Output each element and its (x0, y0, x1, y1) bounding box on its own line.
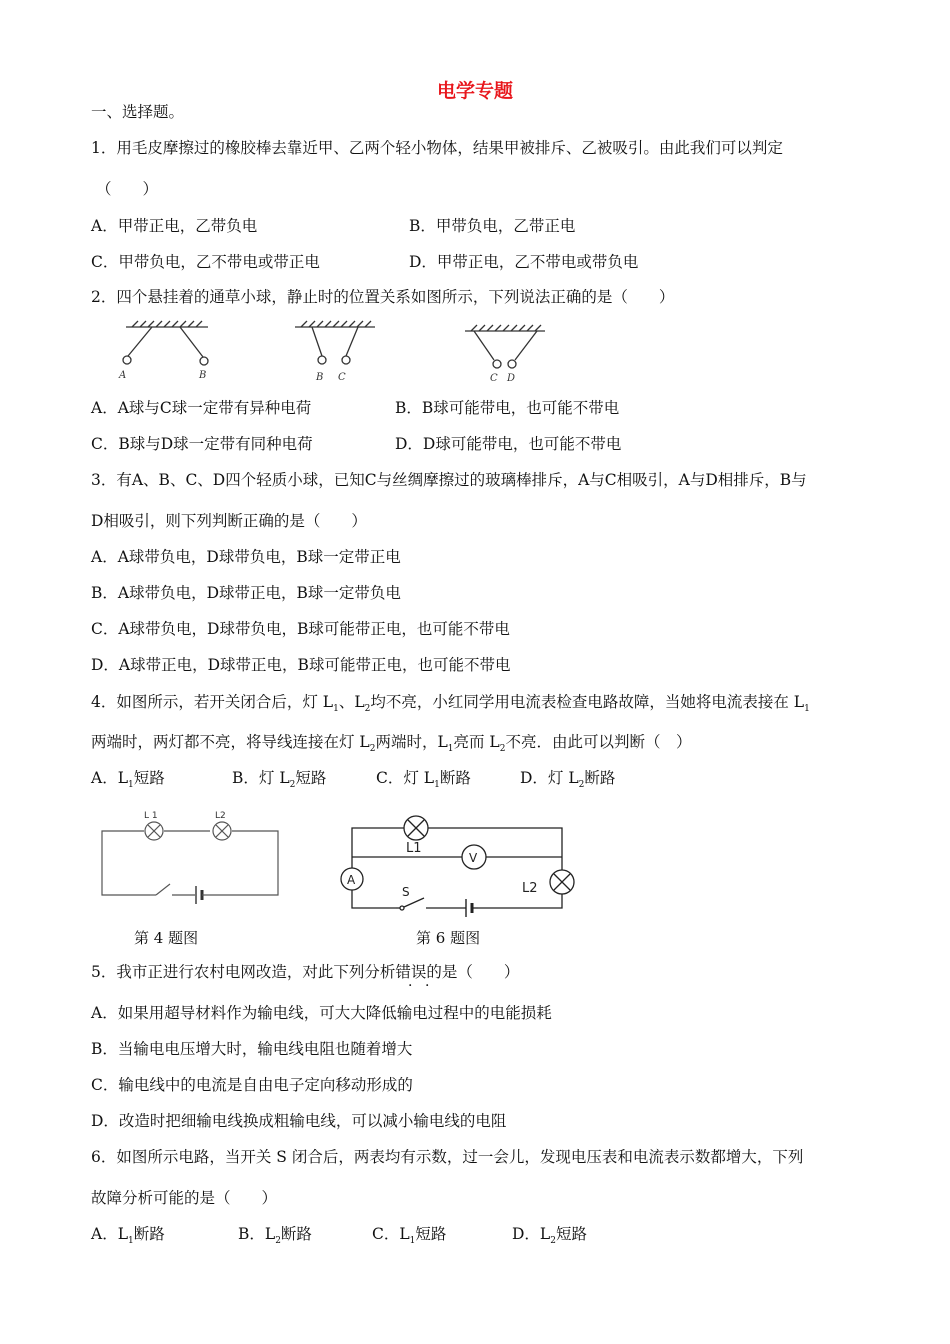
q6-option-a: A．$L_1$断路 (91, 1225, 165, 1247)
q5-option-a: A．如果用超导材料作为输电线，可大大降低输电过程中的电能损耗 (91, 1004, 552, 1022)
q2-option-b: B．B球可能带电，也可能不带电 (395, 399, 620, 417)
q4-stem2-text: 亮而 L (453, 733, 500, 751)
q6-option-b: B．$L_2$断路 (238, 1225, 312, 1247)
q1-paren: （ ） (96, 180, 159, 198)
q2-label-b: B (199, 370, 207, 381)
fig4-label-l1: L 1 (144, 811, 158, 821)
q5-option-b: B．当输电电压增大时，输电线电阻也随着增大 (91, 1040, 413, 1058)
q2-label-d: D (507, 373, 516, 384)
q4-stem1-text: 均不亮，小红同学用电流表检查电路故障，当她将电流表接在 L (370, 693, 805, 711)
q6-option-d: D．$L_2$短路 (512, 1225, 587, 1247)
fig6-voltmeter-label: V (469, 851, 478, 865)
fig6-caption: 第 6 题图 (416, 929, 481, 947)
q2-stem: 2．四个悬挂着的通草小球，静止时的位置关系如图所示，下列说法正确的是（ ） (91, 288, 675, 306)
q3-option-c: C．A球带负电，D球带负电，B球可能带正电，也可能不带电 (91, 620, 510, 638)
q2-figure (110, 318, 570, 386)
q4-stem2-text: 不亮．由此可以判断（ ） (505, 733, 692, 751)
q1-option-d: D．甲带正电，乙不带电或带负电 (409, 253, 639, 271)
q3-option-a: A．A球带负电，D球带负电，B球一定带正电 (91, 548, 401, 566)
subscript: 1 (804, 704, 810, 715)
q2-option-a: A．A球与C球一定带有异种电荷 (91, 399, 312, 417)
q6-stem-line2: 故障分析可能的是（ ） (91, 1189, 278, 1207)
fig4-label-l2: L2 (215, 811, 226, 821)
fig6-switch-label: S (402, 885, 410, 899)
q4-option-a: A．$L_1$短路 (91, 769, 165, 791)
q3-option-b: B．A球带负电，D球带正电，B球一定带负电 (91, 584, 401, 602)
q1-option-b: B．甲带负电，乙带正电 (409, 217, 576, 235)
page-title: 电学专题 (436, 80, 513, 102)
q3-option-d: D．A球带正电，D球带正电，B球可能带正电，也可能不带电 (91, 656, 511, 674)
q4-option-d: D．灯 $L_2$断路 (520, 769, 616, 791)
fig4-caption: 第 4 题图 (134, 929, 199, 947)
fig6-label-l1: L1 (406, 841, 422, 856)
q3-stem-line1: 3．有A、B、C、D四个轻质小球，已知C与丝绸摩擦过的玻璃棒排斥，A与C相吸引，A与D相排斥，B与 (91, 471, 807, 489)
q4-option-b: B．灯 $L_2$短路 (232, 769, 327, 791)
q1-stem: 1．用毛皮摩擦过的橡胶棒去靠近甲、乙两个轻小物体，结果甲被排斥、乙被吸引。由此我们可以判定 (91, 139, 783, 157)
q5-stem: 5．我市正进行农村电网改造，对此下列分析错误的是（ ） (91, 963, 520, 981)
q2-option-d: D．D球可能带电，也可能不带电 (395, 435, 622, 453)
q4-stem-line1 (91, 692, 810, 719)
fig4-circuit (98, 808, 288, 898)
q6-option-c: C．$L_1$短路 (372, 1225, 447, 1247)
emphasis-dot: · (425, 978, 430, 994)
q4-stem2-text: 两端时，两灯都不亮，将导线连接在灯 L (91, 733, 370, 751)
emphasis-dot: · (408, 978, 413, 994)
q4-stem1-text: 、L (338, 693, 365, 711)
q4-stem-line2 (91, 732, 691, 759)
fig6-label-l2: L2 (522, 881, 538, 896)
fig6-ammeter-label: A (347, 873, 356, 887)
q5-option-c: C．输电线中的电流是自由电子定向移动形成的 (91, 1076, 413, 1094)
q5-option-d: D．改造时把细输电线换成粗输电线，可以减小输电线的电阻 (91, 1112, 507, 1130)
q2-label-b2: B (316, 372, 324, 383)
q6-stem-line1: 6．如图所示电路，当开关 S 闭合后，两表均有示数，过一会儿，发现电压表和电流表示数都增大，下列 (91, 1148, 804, 1166)
q2-label-a: A (119, 370, 127, 381)
subscript: 1 (447, 744, 454, 755)
subscript: 2 (364, 704, 371, 715)
q2-label-c2: C (490, 373, 498, 384)
q1-option-c: C．甲带负电，乙不带电或带正电 (91, 253, 320, 271)
q1-option-a: A．甲带正电，乙带负电 (91, 217, 258, 235)
subscript: 2 (499, 744, 506, 755)
q3-stem-line2: D相吸引，则下列判断正确的是（ ） (91, 512, 367, 530)
subscript: 1 (333, 704, 339, 715)
fig6-circuit (336, 812, 586, 914)
section-heading: 一、选择题。 (91, 103, 185, 121)
subscript: 2 (369, 744, 376, 755)
q4-stem1-text: 4．如图所示，若开关闭合后，灯 L (91, 693, 334, 711)
q2-label-c: C (338, 372, 346, 383)
q4-stem2-text: 两端时，L (375, 733, 448, 751)
q2-option-c: C．B球与D球一定带有同种电荷 (91, 435, 313, 453)
q4-option-c: C．灯 $L_1$断路 (376, 769, 471, 791)
